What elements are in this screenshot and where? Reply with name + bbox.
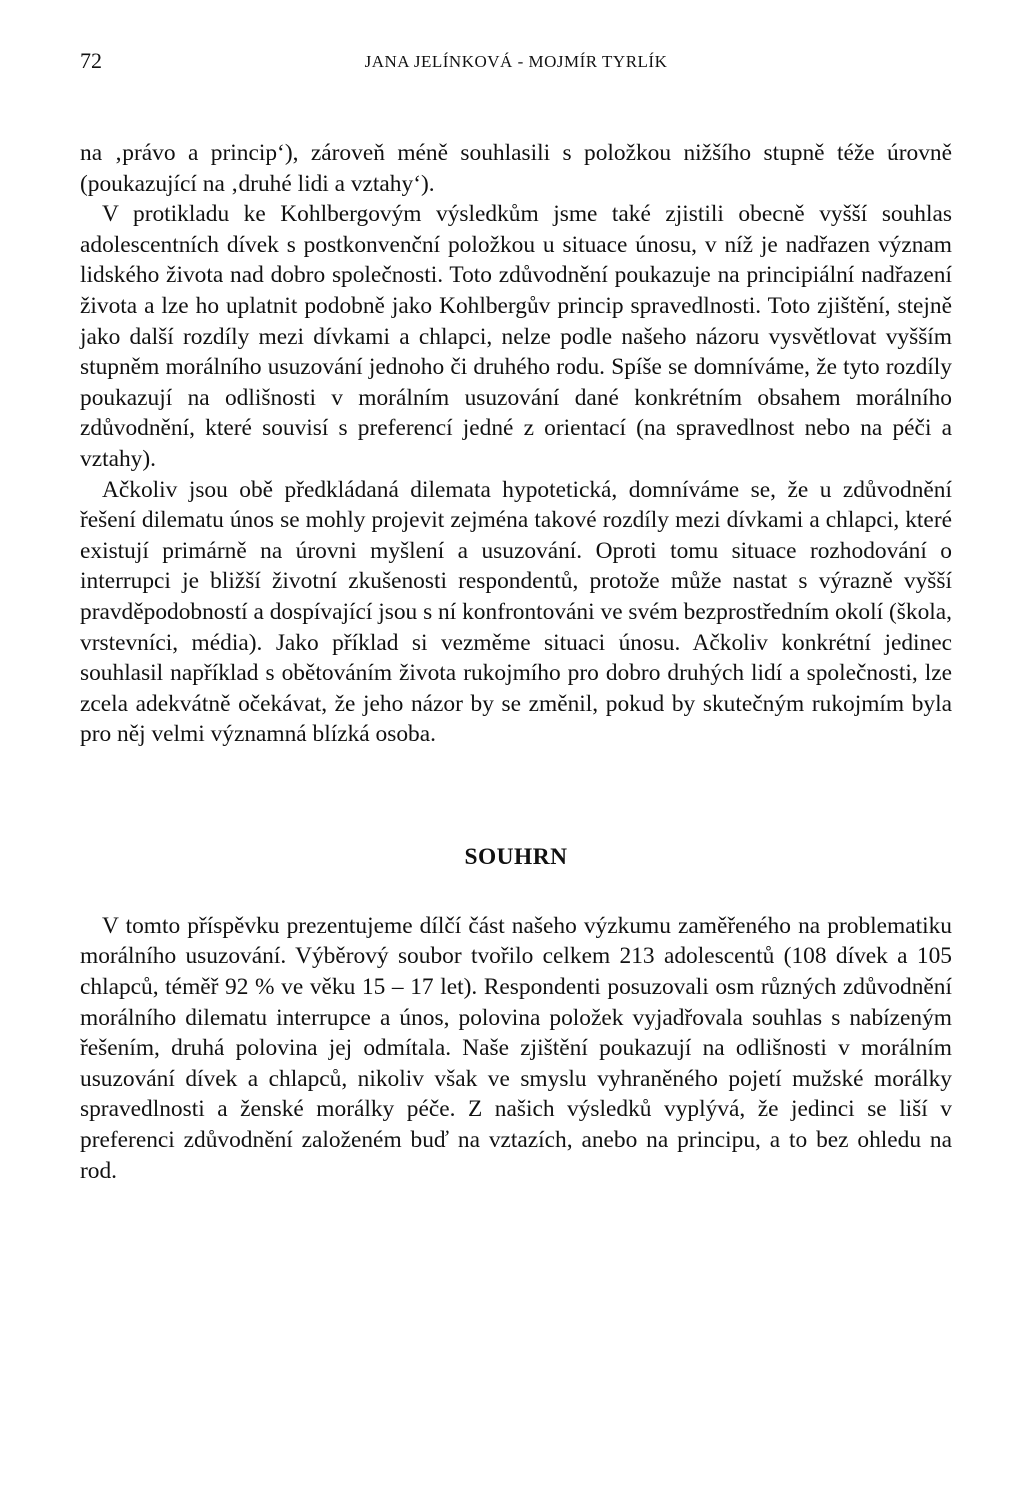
summary-paragraph: V tomto příspěvku prezentujeme dílčí část našeho výzkumu zaměřeného na problematiku morálního usuzování. Výběrový soubor tvořilo celkem 213 adolescentů (108 dívek a 105 chlapců, téměř 92 % ve věku 15 – 17 let). Respondenti posuzovali osm různých zdůvodnění morálního dilematu interrupce a únos, polovina položek vyjadřovala souhlas s nabízeným řešením, druhá polovina jej odmítala. Naše zjištění poukazují na odlišnosti v morálním usuzování dívek a chlapců, nikoliv však ve smyslu vyhraněného pojetí mužské morálky spravedlnosti a ženské morálky péče. Z našich výsledků vyplývá, že jedinci se liší v preferenci zdůvodnění založeném buď na vztazích, anebo na principu, a to bez ohledu na rod. bbox=[80, 912, 952, 1184]
page-number: 72 bbox=[80, 48, 102, 73]
body-text bbox=[80, 138, 952, 750]
summary-heading: SOUHRN bbox=[464, 843, 568, 870]
running-title: JANA JELÍNKOVÁ - MOJMÍR TYRLÍK bbox=[364, 52, 668, 71]
paragraph: Ačkoliv jsou obě předkládaná dilemata hypotetická, domníváme se, že u zdůvodnění řešení dilematu únos se mohly projevit zejména takové rozdíly mezi dívkami a chlapci, které existují primárně na úrovni myšlení a usuzování. Oproti tomu situace rozhodování o interrupci je bližší životní zkušenosti respondentů, protože může nastat s výrazně vyšší pravděpodobností a dospívající jsou s ní konfrontováni ve svém bezprostředním okolí (škola, vrstevníci, média). Jako příklad si vezměme situaci únosu. Ačkoliv konkrétní jedinec souhlasil například s obětováním života rukojmího pro dobro druhých lidí a společnosti, lze zcela adekvátně očekávat, že jeho názor by se změnil, pokud by skutečným rukojmím byla pro něj velmi významná blízká osoba. bbox=[80, 476, 952, 748]
page-header bbox=[80, 40, 952, 80]
paragraph-continuation: na ‚právo a princip‘), zároveň méně souhlasili s položkou nižšího stupně téže úrovně (poukazující na ‚druhé lidi a vztahy‘). bbox=[80, 140, 952, 197]
paragraph: V protikladu ke Kohlbergovým výsledkům jsme také zjistili obecně vyšší souhlas adolescentních dívek s postkonvenční položkou u situace únosu, v níž je nadřazen význam lidského života nad dobro společnosti. Toto zdůvodnění poukazuje na principiální nadřazení života a lze ho uplatnit podobně jako Kohlbergův princip spravedlnosti. Toto zjištění, stejně jako další rozdíly mezi dívkami a chlapci, nelze podle našeho názoru vysvětlovat vyšším stupněm morálního usuzování jednoho či druhého rodu. Spíše se domníváme, že tyto rozdíly poukazují na odlišnosti v morálním usuzování dané konkrétním obsahem morálního zdůvodnění, které souvisí s preferencí jedné z orientací (na spravedlnost nebo na péči a vztahy). bbox=[80, 201, 952, 472]
document-page bbox=[80, 40, 952, 1186]
